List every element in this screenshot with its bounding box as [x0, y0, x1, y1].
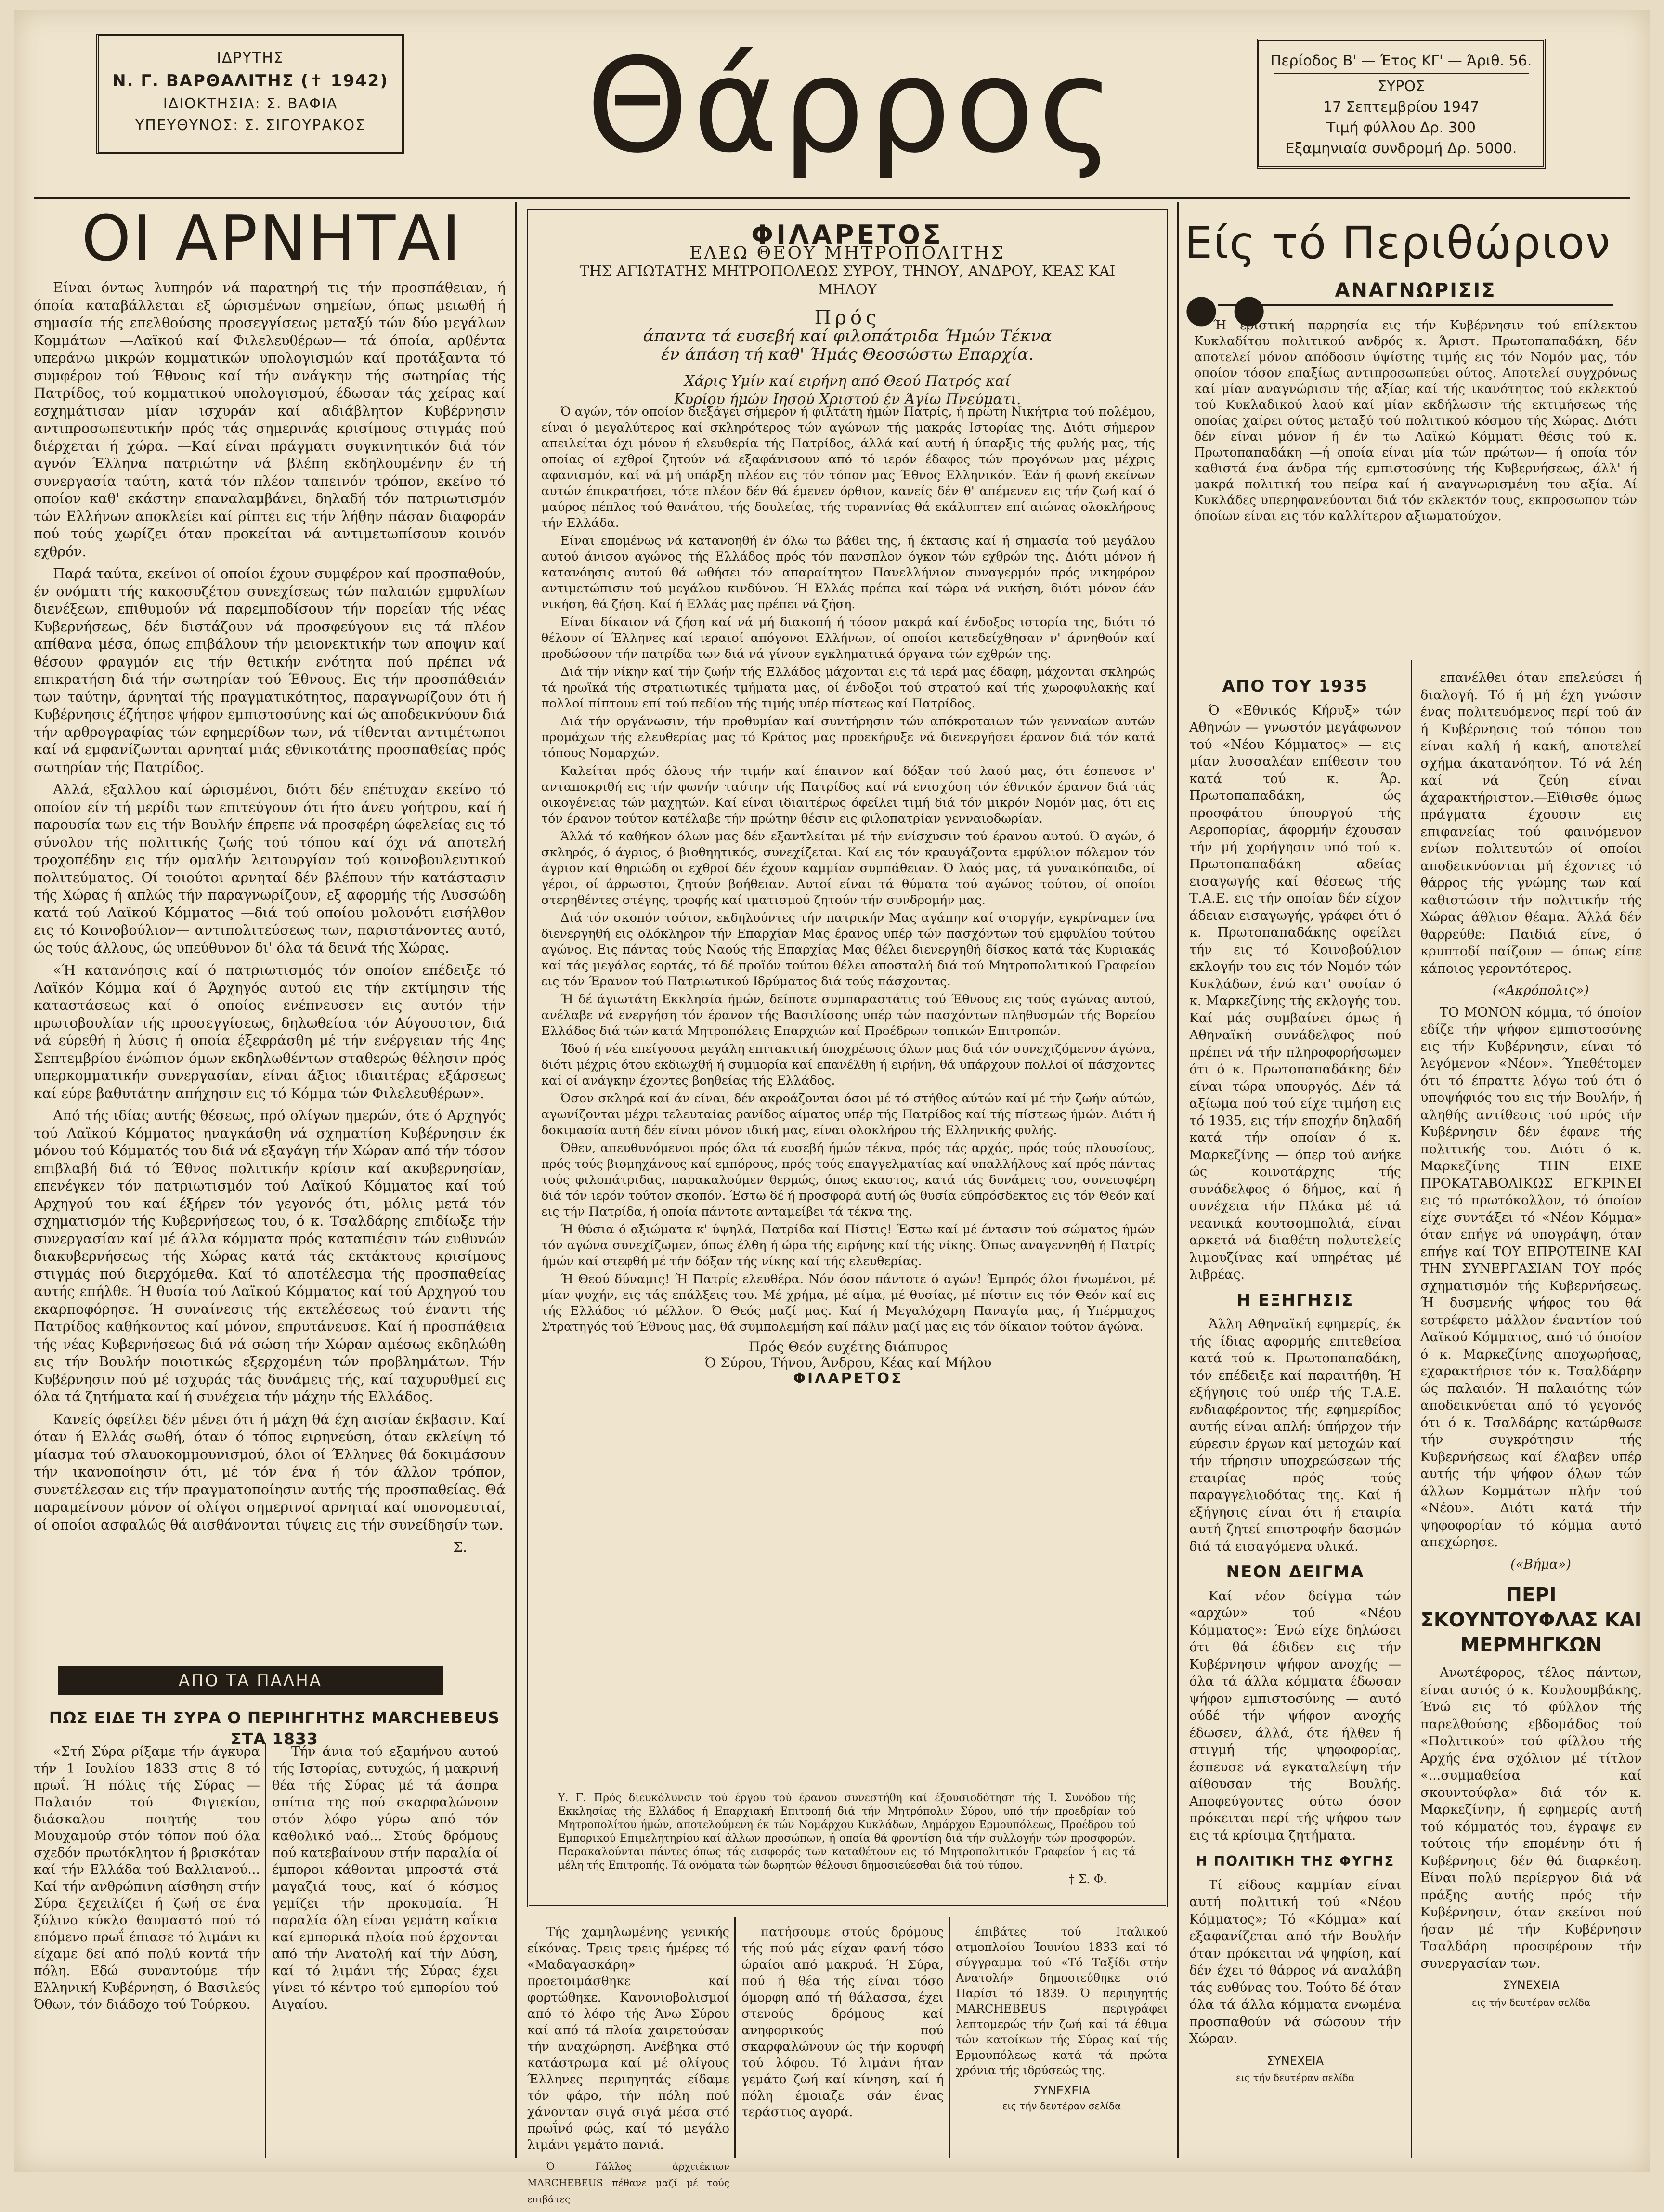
paragraph: Τί είδους καμμίαν είναι αυτή πολιτική τού «Νέου Κόμματος»; Τό «Κόμμα» καί εξαφανίζεται από τήν Βουλήν όταν πρόκειται νά ψηφίση, καί δέν έχει τό θάρρος νά αναλάβη τάς ευθύνας του. Τούτο δέ όταν όλα τά άλλα κόμματα ενωμένα προσπαθούν νά σώσουν τήν Χώραν. [1189, 1877, 1401, 2046]
paragraph: Ή δέ άγιωτάτη Εκκλησία ήμών, δείποτε συμπαραστάτις τού Έθνους εις τούς αγώνας αυτού, ανέλαβε νά ενεργήση τόν έρανον τής Βασιλίσσης υπέρ τών πασχόντων πληθυσμών τής Βορείου Ελλάδος διά τών κατά Μητροπόλεις Επαρχιών καί Προέδρων τοπικών Επιτροπών. [541, 992, 1155, 1038]
quote: «Ή κατανόησις καί ό πατριωτισμός τόν οποίον επέδειξε τό Λαϊκόν Κόμμα καί ό Άρχηγός αυτού εις τήν εκτίμησιν τής καταστάσεως καί ό οποίος ενέπνευσεν εις αυτόν τήν πρωτοβουλίαν τής προσεγγίσεως, δηλωθείσα τόν Αύγουστον, διά νά εύρεθή ή λύσις ή οποία έξεφράσθη μέ τήν ενέργειαν τής 4ης Σεπτεμβρίου ένώπιον όμων εκδηλωθέντων σταθερώς θέλησιν πρός υπερκομματικήν συνεργασίαν, είναι άξιος ιδιαιτέρας εξάρσεως καί εύρε βαθυτάτην απήχησιν εις τό Κόμμα τών Φιλελευθέρων». [34, 962, 506, 1101]
founder-label: ΙΔΡΥΤΗΣ [217, 50, 284, 66]
encyclical-body [541, 404, 1155, 1387]
date-line: 17 Σεπτεμβρίου 1947 [1323, 99, 1480, 116]
section-header-palia: ΑΠΟ ΤΑ ΠΑΛΗΑ [58, 1666, 443, 1695]
article-anagnorisis [1194, 318, 1637, 529]
subheadline-anagnorisis: ΑΝΑΓΝΩΡΙΣΙΣ [1218, 279, 1613, 306]
paragraph: Όθεν, απευθυνόμενοι πρός όλα τά ευσεβή ήμών τέκνα, πρός τάς αρχάς, πρός τούς πλουσίους, πρός τούς βιομηχάνους καί εμπόρους, πρός τούς επαγγελματίας καί υπαλλήλους καί πρός πάντας τούς φιλοπάτριδας, παρακαλούμεν θερμώς, όπως εκαστος, κατά τάς δυνάμεις του, συνεισφέρη διά τόν ιερόν τούτον σκοπόν. Έστω δέ ή προσφορά αυτή ώς θυσία εύπρόσδεκτος εις τόν Θεόν καί εις τήν Πατρίδα, ή οποία πάντοτε ανταμείβει τά τέκνα της. [541, 1141, 1155, 1219]
continue-label: ΣΥΝΕΧΕΙΑ [1033, 2084, 1091, 2097]
continue-note: εις τήν δευτέραν σελίδα [1471, 1996, 1591, 2008]
column-rule [734, 1917, 736, 2158]
paragraph: «Στή Σύρα ρίξαμε τήν άγκυρα τήν 1 Ιουλίου 1833 στις 8 τό πρωΐ. Ή πόλις τής Σύρας —Παλαιόν τού Φιγιεκίου, διάσκαλου ποιητής του Μουχαμούρ στόν τόπον πού όλα σχεδόν πρωτόκλητον ή βρισκόταν καί τήν Ελλάδα τού Βαλλιανού... Καί τήν ανθρώπινη αίσθηση στήν Σύρα ξεχειλίζει ή ζωή σε ένα ξύλινο κύκλο θαυμαστό πού τό επόμενο πρωΐ έπιασε τό λιμάνι κι είχαμε δεί από πολύ κοντά τήν πόλη. Εδώ συναντούμε τήν Ελληνική Κυβέρνηση, ό Βασιλεύς Όθων, τόν διάδοχο τού Τούρκου. [34, 1744, 260, 2012]
continue-label: ΣΥΝΕΧΕΙΑ [1502, 1978, 1560, 1992]
right-column-a [1189, 669, 1401, 2087]
paragraph: ΤΟ ΜΟΝΟΝ κόμμα, τό όποίον εδίζε τήν ψήφον εμπιστοσύνης εις τήν Κυβέρνησιν, είναι τό λεγόμενον «Νέον». Ύπεθέτομεν ότι τό έπραττε λόγω τού ότι ό υποψήφιός του εις τήν Βουλήν, ή αληθής αντίθεσις τού πρός τήν Κυβέρνησιν δέν έφανε τής πολιτικής του. Διότι ό κ. Μαρκεζίνης ΤΗΝ ΕΙΧΕ ΠΡΟΚΑΤΑΒΟΛΙΚΩΣ ΕΓΚΡΙΝΕΙ εις τό πρωτόκολλον, τό όποίον είχε συντάξει τό «Νέον Κόμμα» όταν επήγε νά υπογράψη, όταν επήγε καί ΤΟΥ ΕΠΡΟΤΕΙΝΕ ΚΑΙ ΤΗΝ ΣΥΝΕΡΓΑΣΙΑΝ ΤΟΥ πρός σχηματισμόν τής Κυβερνήσεως. Ή δυσμενής ψήφος του θά εστρέφετο μάλλον έναντίον τού Λαϊκού Κόμματος, από τό όποίον ό κ. Μαρκεζίνης αποχωρήσας, εχαρακτήρισε τόν κ. Τσαλδάρην ώς παλαιόν. Ή παλαιότης τών αποδεικνύεται από τό γεγονός ότι ό κ. Τσαλδάρης κατώρθωσε τήν συγκρότησιν τής Κυβερνήσεως καί έλαβεν υπέρ αυτής τήν ψήφον όλων τών άλλων Κομμάτων πλήν τού «Νέου». Διότι κατά τήν ψηφοφορίαν τό κόμμα αυτό απεχώρησε. [1420, 1005, 1642, 1550]
paragraph: Είναι όντως λυπηρόν νά παρατηρή τις τήν προσπάθειαν, ή όποία καταβάλλεται εξ ώρισμένων σημείων, όπως μειωθή ή σημασία τής επελθούσης προσεγγίσεως μεταξύ τών δύο μεγάλων Κομμάτων —Λαϊκού καί Φιλελευθέρων— τά όποία, αρθέντα υπεράνω μικρών κομματικών υπολογισμών καί προτάξαντα τό συμφέρον τού Έθνους καί τήν ανάγκην τής σωτηρίας τής Πατρίδος, τού κομματικού υπολογισμού, έδωσαν τάς χείρας καί εσχημάτισαν μίαν ισχυράν καί αδιάβλητον Κυβέρνησιν αντιπροσωπευτικήν πρός τάς σημερινάς κρισίμους στιγμάς πού διέρχεται ή χώρα. —Καί είναι πράγματι συγκινητικόν διά τόν αγνόν Έλληνα πατριώτην νά βλέπη εκδηλουμένην έν τή συνεργασία ταύτη, κατά τόν πλέον ταπεινόν τρόπον, εκείνο τό οποίον καθ' εκάστην επαναλαμβάνει, δηλαδή τόν πατριωτισμόν τών Ελλήνων αποκλείει καί ρίπτει εις τήν λήθην πάσαν διαφοράν πού τούς χωρίζει όταν προκείται νά αντιμετωπίσουν κοινόν εχθρόν. [34, 280, 506, 560]
paragraph: Διά τόν σκοπόν τούτον, εκδηλούντες τήν πατρικήν Μας αγάπην καί στοργήν, εγκρίναμεν ίνα διενεργηθή εις ολόκληρον τήν Επαρχίαν Μας έρανος υπέρ τών πασχόντων τού εμφυλίου τούτου αγώνος. Εις πάντας τούς Ναούς τής Επαρχίας Μας θέλει διενεργηθή δίσκος κατά τάς Κυριακάς καί τάς μεγάλας εορτάς, τό δέ προϊόν τούτου θέλει αποσταλή διά τού Μητροπολιτικού Γραφείου εις τόν Έρανον τού Πατριωτικού Ιδρύματος διά τούς πάσχοντας. [541, 911, 1155, 989]
column-rule [949, 1917, 950, 2158]
subhead-skountoufla: ΠΕΡΙ ΣΚΟΥΝΤΟΥΦΛΑΣ ΚΑΙ ΜΕΡΜΗΓΚΩΝ [1420, 1584, 1642, 1656]
founder-name: Ν. Γ. ΒΑΡΘΑΛΙΤΗΣ (✝ 1942) [112, 71, 389, 91]
divider [1274, 73, 1529, 74]
greeting-line: Κυρίου ήμών Ιησού Χριστού έν Άγίω Πνεύματι. [674, 391, 1021, 408]
paragraph: Τής χαμηλωμένης γενικής είκόνας. Τρεις τρεις ήμέρες τό «Μαδαγασκάρη» προετοιμάσθηκε καί φορτώθηκε. Κανονιοβολισμοί από τό λόφο τής Άνω Σύρου καί από τά πλοία χαιρετούσαν τήν αναχώρηση. Ανέβηκα στό κατάστρωμα καί μέ ολίγους Έλληνες περιηγητάς είδαμε τόν φάρο, τήν πόλη πού χάνονταν σιγά σιγά μέσα στό πρωΐνό φώς, καί τό μεγάλο λιμάνι γεμάτο πανιά. [527, 1925, 729, 2152]
palia-continuation-col1 [527, 1924, 729, 2212]
footnote-initials: Υ. Γ. [558, 1792, 586, 1804]
ownership-line: ΙΔΙΟΚΤΗΣΙΑ: Σ. ΒΑΦΙΑ [163, 95, 338, 112]
paragraph: Αλλά, εξαλλου καί ώρισμένοι, διότι δέν επέτυχαν εκείνο τό οποίον είν τή μερίδι των επιτεύγουν ότι ήτο άνευ γοήτρου, καί ή παρουσία των εις τήν Βουλήν έπρεπε νά προσφέρη ώφελείας εις τό σύνολον τής πολιτικής ζωής τού τόπου καί όχι νά αποτελή τροχοπέδην εις τήν ομαλήν λειτουργίαν τού κοινοβουλευτικού πολιτεύματος. Οί τοιούτοι αρνηταί δέν βλέπουν τήν κατάστασιν τής Χώρας ή απλώς τήν παραγνωρίζουν, εξ αφορμής τής Λυσσώδη κατά τού Λαϊκού Κόμματος —διά τού οποίου μολονότι εισήλθον εις τό Κοινοβούλιον— αντιπολιτεύσεως των, παριστάνοντες αυτό, ώς τούς άλλους, ώς υπεύθυνον δι' όλα τά δεινά τής Χώρας. [34, 782, 506, 956]
paragraph: Κανείς όφείλει δέν μένει ότι ή μάχη θά έχη αισίαν έκβασιν. Καί όταν ή Ελλάς σωθή, όταν ό τόπος ειρηνεύση, όταν εκλείψη τό μίασμα τού σλαυοκομμουνισμού, όλοι οί Έλληνες θά δοκιμάσουν τήν ικανοποίησιν ότι, μέ τόν ένα ή τόν άλλον τρόπον, συνετέλεσαν εις τήν πραγματοποίησιν αυτής τής προσπαθείας. Θά παραμείνουν μόνον οί ολίγοι σημερινοί αρνηταί καί υπονομευταί, οί οποίοι ασφαλώς θά αισθάνονται τύψεις εις τήν συνείδησίν των. [34, 1411, 506, 1533]
paragraph: Είναι δίκαιον νά ζήση καί νά μή διακοπή ή τόσον μακρά καί ένδοξος ιστορία της, διότι τό θέλουν οί Έλληνες καί ιεραιοί απόγονοι Ελλήνων, οί οποίοι κατεδείχθησαν ν' άρνηθούν καί προδώσουν τήν πατρίδα των διά νά γίνουν εγκληματικά όργανα τών εχθρών της. [541, 615, 1155, 661]
issue-line: Περίοδος Β' — Έτος ΚΓ' — Άριθ. 56. [1270, 52, 1532, 69]
sign-title: Ό Σύρου, Τήνου, Άνδρου, Κέας καί Μήλου [704, 1355, 992, 1371]
paragraph: Είναι επομένως νά κατανοηθή έν όλω τω βάθει της, ή έκτασις καί ή σημασία τού μεγάλου αυτού άνισου αγώνος τής Ελλάδος πρός τόν πανσπλον όγκον τών εχθρών της. Διότι μόνον ή κατανόησις αυτού θά ωθήσει τόν απαραίτητον Πανελλήνιον συναγερμόν πρός νικηφόρον αντιμετώπισιν τού μεγάλου κινδύνου. Ή Ελλάς πρέπει καί τώρα νά νικήση, διότι μόνον έάν νικήση, θά ζήση. Καί ή Ελλάς μας πρέπει νά ζήση. [541, 534, 1155, 612]
masthead-rule [34, 197, 1630, 199]
article-palia-col1 [34, 1743, 260, 2018]
title-line: ΕΛΕΩ ΘΕΟΥ ΜΗΤΡΟΠΟΛΙΤΗΣ [689, 243, 1006, 263]
responsible-line: ΥΠΕΥΘΥΝΟΣ: Σ. ΣΙΓΟΥΡΑΚΟΣ [135, 117, 366, 134]
column-rule [1177, 202, 1179, 2158]
sign-name: ΦΙΛΑΡΕΤΟΣ [793, 1370, 903, 1387]
addressee-line: έν άπάση τή καθ' Ήμάς Θεοσώστω Επαρχία. [661, 345, 1034, 364]
paragraph: Όσον σκληρά καί άν είναι, δέν ακροάζονται όσοι μέ τό στήθος αύτών καί μέ τήν ζωήν αύτών, αγωνίζονται μέχρι τελευταίας ρανίδος αίματος υπέρ τής Πατρίδος καί τής πίστεως ήμών. Διότι ή δοκιμασία αυτή δέν είναι μόνον ιδική μας, είναι ολοκλήρου τής Ελληνικής φυλής. [541, 1091, 1155, 1138]
paragraph: Διά τήν νίκην καί τήν ζωήν τής Ελλάδος μάχονται εις τά ιερά μας έδαφη, μάχονται σκληρώς τά ηρωϊκά τής στρατιωτικές τμήματα μας, οί ένδοξοι τού στρατού καί τής χωροφυλακής καί πολλοί πίπτουν επί τού πεδίου τής τιμής υπέρ πίστεως καί Πατρίδος. [541, 665, 1155, 711]
footnote-sign: † Σ. Φ. [1068, 1872, 1107, 1886]
footnote: Ό Γάλλος άρχιτέκτων MARCHEBEUS πέθανε μαζί μέ τούς επιβάτες [527, 2160, 729, 2205]
encyclical-header [529, 220, 1166, 409]
paragraph: Άλλη Αθηναϊκή εφημερίς, έκ τής ίδιας αφορμής επιτεθείσα κατά τού κ. Πρωτοπαπαδάκη, τόν επέδειξε καί παραιτήθη. Ή εξήγησις τού υπέρ τής Τ.Α.Ε. ενδιαφέροντος τής εφημερίδος αυτής είναι απλή: ύπήρχον τήν εύρεσιν έργων καί μετοχών καί τήν τήρησιν υποχρεώσεων τής εταιρίας πρός τούς παραγγελιοδότας της. Καί ή εξήγησις είναι ότι ή εταιρία αυτή ζητεί επιστροφήν δασμών διά τά εισαγόμενα υλικά. [1189, 1317, 1401, 1554]
paragraph: Άλλά τό καθήκον όλων μας δέν εξαντλείται μέ τήν ενίσχυσιν τού έρανου αυτού. Ό αγών, ό σκληρός, ό άγριος, ό βιοθηητικός, συνεχίζεται. Καί εις τόν κραυγάζοντα εμφύλιον πόλεμον τόν άγριον καί θηριώδη οι εχθροί δέν έχουν καμμίαν συμπάθειαν. Ό λαός μας, τά γυναικόπαιδα, οί γέροι, οί άρρωστοι, ζητούν βοήθειαν. Αυτοί είναι τά θύματα τού αγώνος τούτου, οί οποίοι στερηθέντες στέγης, τροφής καί ιματισμού ζητούν τήν συνδρομήν μας. [541, 829, 1155, 907]
paragraph: Τήν άνια τού εξαμήνου αυτού τής Ιστορίας, ευτυχώς, ή μακρινή θέα τής Σύρας μέ τά άσπρα σπίτια της πού σκαρφαλώνουν στόν λόφο γύρω από τόν καθολικό ναό... Στούς δρόμους πού κατεβαίνουν στήν παραλία οί έμποροι κάθονται μπροστά στά μαγαζιά τους, καί ό κόσμος γεμίζει τήν προκυμαία. Ή παραλία όλη είναι γεμάτη καΐκια καί εμπορικά πλοία πού έρχονται από τήν Ανατολή καί τήν Δύση, καί τό λιμάνι τής Σύρας έχει γίνει τό κέντρο τού εμπορίου τού Αιγαίου. [272, 1744, 498, 2012]
pros-line: Πρός [814, 307, 881, 329]
headline-arnitai: ΟΙ ΑΡΝΗΤΑΙ [81, 202, 463, 275]
newspaper-page [14, 10, 1650, 2205]
paragraph: έπιβάτες τού Ιταλικού ατμοπλοίου Ίουνίου 1833 καί τό σύγγραμμα τού «Τό Ταξίδι στήν Ανατολή» δημοσιεύθηκε στό Παρίσι τό 1839. Ό περιηγητής MARCHEBEUS περιγράφει λεπτομερώς τήν ζωή καί τά έθιμα τών κατοίκων τής Σύρας καί τής Ερμουπόλεως κατά τά πρώτα χρόνια τής ιδρύσεώς της. [956, 1925, 1168, 2077]
footnote-text: Πρός διευκόλυνσιν τού έργου τού έρανου συνεστήθη καί έξουσιοδότηση τής Ί. Συνόδου τής Εκκλησίας τής Ελλάδος ή Επαρχιακή Επιτροπή διά τήν Μητρόπολιν Σύρου, υπό τήν προεδρίαν τού Μητροπολίτου ήμών, αποτελούμενη έκ τών Νομάρχου Κυκλάδων, Δημάρχου Ερμουπόλεως, Προέδρου τού Εμπορικού Επιμελητηρίου καί άλλων προσώπων, ή οποία θά φροντίση διά τήν συλλογήν τών προσφορών. Παρακαλούνται πάντες όπως τάς εισφοράς των καταθέτουν εις τό Μητροπολιτικόν Γραφείον ή εις τά μέλη τής Επιτροπής. Τά ονόματα τών δωρητών θέλουσι δημοσιεύεσθαι διά τού τύπου. [558, 1792, 1136, 1872]
encyclical-footnote [558, 1792, 1136, 1886]
paragraph: Ή θύσια ό αξιώματα κ' ύψηλά, Πατρίδα καί Πίστις! Έστω καί μέ έντασιν τού σώματος ήμών τόν αγώνα συνεχίζωμεν, όπως έλθη ή ώρα τής ειρήνης καί τής νίκης. Όπως αναγεννηθή ή Πατρίς ήμών καί στεφθή μέ τήν δόξαν τής νίκης καί τής ελευθερίας. [541, 1222, 1155, 1269]
subhead-neon-deigma: ΝΕΟΝ ΔΕΙΓΜΑ [1226, 1562, 1365, 1582]
article-arnitai [34, 279, 506, 1557]
paragraph: επανέλθει όταν επελεύσει ή διαλογή. Τό ή μή έχη γνώσιν ένας πολιτευόμενος περί τού άν ή Κυβέρνησις τού τόπου του είναι καλή ή κακή, αποτελεί σχήμα άκατανόητον. Τό νά λέη καί νά ζεύη είναι άχαρακτήριστον.—Εϊθισθε όμως πράγματα έχουσιν εις επιφανείας τού φαινόμενον ενίων πολιτευτών οί οποίοι αποδεικνύονται μή έχοντες τό θάρρος τής γνώμης των καί καθιστώσιν τήν πολιτικήν τής Χώρας άθλιον θέαμα. Άλλά δέν θαρρεύθε: Παιδιά είνε, ό κρυπτοδί παίζουν — όπως είπε κάποιος γεροντότερος. [1420, 670, 1642, 976]
paragraph: Καί νέον δείγμα τών «αρχών» τού «Νέου Κόμματος»: Ένώ είχε δηλώσει ότι θά έδιδεν εις τήν Κυβέρνησιν ψήφον ανοχής — όλα τά άλλα κόμματα έδωσαν ψήφον εμπιστοσύνης — αυτό ούδέ τήν ψήφον ανοχής έδωσεν, άλλά, ότε ήλθεν ή στιγμή τής ψηφοφορίας, έσπευσε νά εγκαταλείψη τήν αίθουσαν τής Βουλής. Αποφεύγοντες ούτω όσον πρόκειται περί τής ψήφου των εις τά κρίσιμα ζητήματα. [1189, 1588, 1401, 1843]
column-rule [1411, 660, 1412, 2158]
paragraph: Ή ερίστική παρρησία εις τήν Κυβέρνησιν τού επίλεκτου Κυκλαδίτου πολιτικού ανδρός κ. Άριστ. Πρωτοπαπαδάκη, δέν αποτελεί μόνον απόδοσιν ύψίστης τιμής εις τόν Νομόν μας, τόν οποίον τόσον επαξίως αντιπροσωπεύει ούτος. Αποτελεί συγχρόνως καί μίαν αναγνώρισιν τής αξίας καί τής ικανότητος τού εκλεκτού τού Κυκλαδικού λαού καί μίαν εκδήλωσιν τής εκτιμήσεως τής οποίας χαίρει ούτος μεταξύ τού πολιτικού κόσμου τής Χώρας. Διότι δέν είναι μόνον ή έν τω Λαϊκώ Κόμματι θέσις τού κ. Πρωτοπαπαδάκη —ή οποία είναι μία τών πρώτων— ή οποία τόν καθιστά ένα άνδρα τής εμπιστοσύνης τής Κυβερνήσεως, άλλ' ή μακρά πολιτική του πείρα καί ή αναγνωρισμένη του αξία. Αί Κυκλάδες υπερηφανεύονται διά τόν εκλεκτόν τους, εκπροσωπον τών όποίων είναι εις τόν καλλίτερον αξιωματούχον. [1194, 318, 1637, 524]
metropolitan-name: ΦΙΛΑΡΕΤΟΣ [751, 220, 944, 250]
place-line: ΣΥΡΟΣ [1378, 78, 1425, 95]
encyclical-signature [541, 1339, 1155, 1387]
greeting-line: Χάρις Υμίν καί ειρήνη από Θεού Πατρός καί [684, 373, 1011, 390]
paragraph: Ό αγών, τόν οποίον διεξάγει σήμερον ή φιλτάτη ήμών Πατρίς, ή πρώτη Νικήτρια τού πολέμου, είναι ό μεγαλύτερος καί σκληρότερος τών αγώνων τής μακράς Ιστορίας της. Διότι σήμερον απειλείται όχι μόνον ή ελευθερία τής Πατρίδος, άλλά καί αυτή ή ύπαρξις τής φυλής μας, τής οποίας οί εχθροί ζητούν νά εξαφάνισουν από τό ιερόν έδαφος τών προγόνων μας μέχρις αφανισμόν, καί νά μή υπάρξη πλέον εις τόν τόπον μας Έθνος Ελληνικόν. Έάν ή φωνή εκείνων αυτών έπικρατήσει, τότε πλέον δέν θά έμενεν όρθιον, κανείς δέν θ' απέμενεν εις τήν ζωή καί ό μαύρος πέπλος τού θανάτου, τής δουλείας, τής τυραννίας θά εκάλυπτεν επί αιώνας ολοκλήρους τήν Ελλάδα. [541, 405, 1155, 530]
palia-continuation-col2 [741, 1924, 944, 2125]
continue-note: εις τήν δευτέραν σελίδα [1002, 2100, 1121, 2112]
paragraph: πατήσουμε στούς δρόμους τής πού μάς είχαν φανή τόσο ώραίοι από μακρυά. Ή Σύρα, πού ή θέα τής είναι τόσο όμορφη από τή θάλασσα, έχει στενούς δρόμους καί ανηφορικούς πού σκαρφαλώνουν ώς τήν κορυφή τού λόφου. Τό λιμάνι ήταν γεμάτο ζωή καί κίνηση, καί ή πόλη έμοιαζε σάν ένας τεράστιος αγορά. [741, 1925, 944, 2120]
encyclical-box [527, 209, 1168, 1907]
paragraph: Ή Θεού δύναμις! Ή Πατρίς ελευθέρα. Νόν όσον πάντοτε ό αγών! Έμπρός όλοι ήνωμένοι, μέ μίαν ψυχήν, εις τάς επάλξεις του. Μέ χρήμα, μέ αίμα, μέ θυσίας, μέ πίστιν εις τόν Θεόν καί εις τής Ελλάδος τό μέλλον. Ό Θεός μαζί μας. Καί ή Μεγαλόχαρη Παναγία μας, ή Υπέρμαχος Στρατηγός τού Έθνους μας, θά συμπολεμήση καί πάλιν μαζί μας εις τόν δίκαιον τούτον άγώνα. [541, 1272, 1155, 1334]
paragraph: Ανωτέφορος, τέλος πάντων, είναι αυτός ό κ. Κουλουμβάκης. Ένώ εις τό φύλλον τής παρελθούσης εβδομάδος τού «Πολιτικού» τού φίλλου τής Αρχής ένα σχόλιον μέ τίτλον «...συμμαθείσα καί σκουντούφλα» διά τόν κ. Μαρκεζίνην, ή εφημερίς αυτή τού κόμματός του, έγραψε εν τούτοις τήν επομένην ότι ή Κυβέρνησις δέν θά διαρκέση. Είναι πολύ περίεργον διά νά πράξης αυτής πρός τήν Κυβέρνησιν, όταν εκείνοι πού ήσαν μέ τήν Κυβέρνησιν Τσαλδάρη προσφέρουν τήν συνεργασίαν των. [1420, 1665, 1642, 1971]
signature: Σ. [453, 1539, 467, 1555]
subhead-exigisis: Η ΕΞΗΓΗΣΙΣ [1236, 1290, 1354, 1310]
article-palia-col2 [272, 1743, 498, 2018]
founder-box [96, 34, 404, 154]
bullet-dots: ● ● [1184, 286, 1267, 331]
metropolis-line: ΤΗΣ ΑΓΙΩΤΑΤΗΣ ΜΗΤΡΟΠΟΛΕΩΣ ΣΥΡΟΥ, ΤΗΝΟΥ, ΑΝΔΡΟΥ, ΚΕΑΣ ΚΑΙ ΜΗΛΟΥ [579, 263, 1116, 298]
closing-line: Πρός Θεόν ευχέτης διάπυρος [748, 1339, 948, 1355]
paragraph: Ίδού ή νέα επείγουσα μεγάλη επιτακτική ύποχρέωσις όλων μας διά τόν συνεχιζόμενον άγώνα, διότι μέχρις ότου εκδιωχθή ή συμμορία καί επανέλθη ή ειρήνη, θά υπάρχουν πολλοί οί πάσχοντες καί οί ανάγκην έχοντες βοηθείας τής Ελλάδος. [541, 1042, 1155, 1088]
price-line: Τιμή φύλλου Δρ. 300 [1326, 119, 1476, 136]
continue-note: εις τήν δευτέραν σελίδα [1235, 2072, 1355, 2083]
source-credit: («Βήμα») [1510, 1557, 1571, 1572]
palia-continuation-col3 [956, 1924, 1168, 2114]
paragraph: Παρά ταύτα, εκείνοι οί οποίοι έχουν συμφέρον καί προσπαθούν, έν ονόματι τής κακοσυζέτου συνεχίσεως τών παλαιών εμφυλίων διενέξεων, επιθυμούν νά παρεμποδίσουν τήν πορείαν τής νέας Κυβερνήσεως, δέν διστάζουν νά προσφεύγουν εις τά πλέον απίθανα μέσα, όπως επιβάλουν τήν μειονεκτικήν των αποψιν καί θέσουν φραγμόν εις τήν θετικήν ενότητα πού πρέπει νά επικρατήση διά τήν σωτηρίαν τού Έθνους. Εις τήν προσπάθειάν των ταύτην, άρνηταί τής πραγματικότητος, παραγνωρίζουν ότι ή Κυβέρνησις έζήτησε ψήφον εμπιστοσύνης καί ώς αποδεικνύουν διά τήν αρθρογραφίας τών εφημερίδων των, νά τίθενται αντιμέτωποι καί νά εμφανίζωνται αρνηταί μιάς εθνικοτάτης προσπαθείας πρός σωτηρίαν τής Πατρίδος. [34, 566, 506, 775]
subhead-politiki-fygis: Η ΠΟΛΙΤΙΚΗ ΤΗΣ ΦΥΓΗΣ [1196, 1853, 1395, 1869]
paragraph: Ό «Εθνικός Κήρυξ» τών Αθηνών — γνωστόν μεγάφωνον τού «Νέου Κόμματος» — εις μίαν λυσσαλέαν επίθεσιν του κατά τού κ. Άρ. Πρωτοπαπαδάκη, ώς προσφάτου ύπουργού τής Αεροπορίας, άφορμήν έχουσαν τήν μή χορήγησιν υπό τού κ. Πρωτοπαπαδάκη αδείας εισαγωγής καί θέσεως τής Τ.Α.Ε. εις τήν οποίαν δέν είχον άδειαν εισαγωγής, γράφει ότι ό κ. Πρωτοπαπαδάκης οφείλει τήν εις τό Κοινοβούλιον εκλογήν του εις τόν Νομόν τών Κυκλάδων, ένώ κατ' ουσίαν ό κ. Μαρκεζίνης τής εκλογής του. Καί μάς συμβαίνει όμως ή Αθηναϊκή συνάδελφος πού πρέπει νά τήν πληροφορήσωμεν ότι ό κ. Πρωτοπαπαδάκης δέν είναι τώρα υπουργός. Δέν τά αξίωμα πού τού είχε τιμήση εις τό 1935, εις τήν εποχήν δηλαδή κατά τήν οποίαν ό κ. Μαρκεζίνης — όπερ τού ανήκε ώς κοινοτάρχης τής συνάδελφος ό δήμος, καί ή συνέχεια τήν Πλάκα μέ τά νεανικά κουτσομπολιά, είναι αρκετά νά διαθέτη πολυτελείς λιμουζίνας καί υπηρέτας μέ λιβρέας. [1189, 703, 1401, 1282]
column-rule [515, 202, 517, 2158]
newspaper-title: Θάρρος [586, 30, 1118, 182]
column-rule [265, 1743, 266, 2158]
paragraph: Διά τήν οργάνωσιν, τήν προθυμίαν καί συντήρησιν τών απόκροταιων τών γενναίων αυτών προμάχων τής ελευθερίας μας τό Κράτος μας προεκήρυξε νά διενεργήσει έρανον διά τόν κατά τόπους Νομαρχών. [541, 714, 1155, 760]
headline-text: Είς τό Περιθώριον [1184, 217, 1612, 269]
subhead-1935: ΑΠΟ ΤΟΥ 1935 [1222, 677, 1368, 696]
subscription-line: Εξαμηνιαία συνδρομή Δρ. 5000. [1285, 140, 1517, 157]
right-column-b [1420, 669, 1642, 2011]
continue-label: ΣΥΝΕΧΕΙΑ [1266, 2054, 1324, 2068]
source-credit: («Ακρόπολις») [1492, 983, 1589, 998]
paragraph: Καλείται πρός όλους τήν τιμήν καί έπαινον καί δόξαν τού λαού μας, ότι έσπευσε ν' ανταποκριθή εις τήν φωνήν ταύτην τής Πατρίδος καί νά ενισχύση τόν έθνικόν έρανον διά τάς οικογένειας τών μαχητών. Καί είναι ιδιαιτέρως όφείλει τιμή διά τόν μικρόν Νομόν μας, ότι εις τόν έρανον τούτον κατέλαβε τήν πρώτην θέσιν εις φιλοπατρίαν γενναιοδωρίαν. [541, 764, 1155, 826]
addressee-line: άπαντα τά ευσεβή καί φιλοπάτριδα Ήμών Τέκνα [643, 327, 1052, 346]
paragraph: Από τής ιδίας αυτής θέσεως, πρό ολίγων ημερών, ότε ό Αρχηγός τού Λαϊκού Κόμματος ηναγκάσθη νά σχηματίση Κυβέρνησιν έκ μόνου τού Κόμματός του διά νά εξαγάγη τήν Χώραν από τήν τόσον επιβλαβή διά τό Έθνος πολιτικήν κρίσιν καί ακυβερνησίαν, επενέγκεν τόν πατριωτισμόν τού Λαϊκού Κόμματος καί τού Αρχηγού του καί έξήρεν τόν γεγονός ότι, μόλις μετά τόν σχηματισμόν τής Κυβερνήσεως του, ό κ. Τσαλδάρης επιδίωξε τήν συνεργασίαν καί μέ άλλα κόμματα πρός καταπιέσιν τών ευθυνών διακυβερνήσεως τής Χώρας κατά τάς εκτάκτους κρισίμους στιγμάς πού διερχόμεθα. Καί τό αποτέλεσμα τής προσπαθείας αυτής επήλθε. Ή θυσία τού Λαϊκού Κόμματος καί τού Αρχηγού του εκαρποφόρησε. Ή συναίνεσις τής εκτελέσεως τού έναντι τής Πατρίδος καθήκοντος καί μόνον, επρυτάνευσε. Καί ή προσπάθεια τής νέας Κυβερνήσεως διά νά σώση τήν Χώραν αμέσως εκδηλώθη εις τήν Βουλήν ποιοτικώς εξερχομένη τών προβλημάτων. Τήν Κυβέρνησιν πού μέ ισχυράς τάς δυνάμεις τής, καί ταχυρυθμεί εις όλα τά ζητήματα καί ή συνέχεια τήν μάχην τής Ελλάδος. [34, 1108, 506, 1405]
issue-box [1257, 39, 1546, 169]
headline-marchebeus: ΠΩΣ ΕΙΔΕ ΤΗ ΣΥΡΑ Ο ΠΕΡΙΗΓΗΤΗΣ MARCHEBEUS ΣΤΑ 1833 [49, 1708, 500, 1748]
